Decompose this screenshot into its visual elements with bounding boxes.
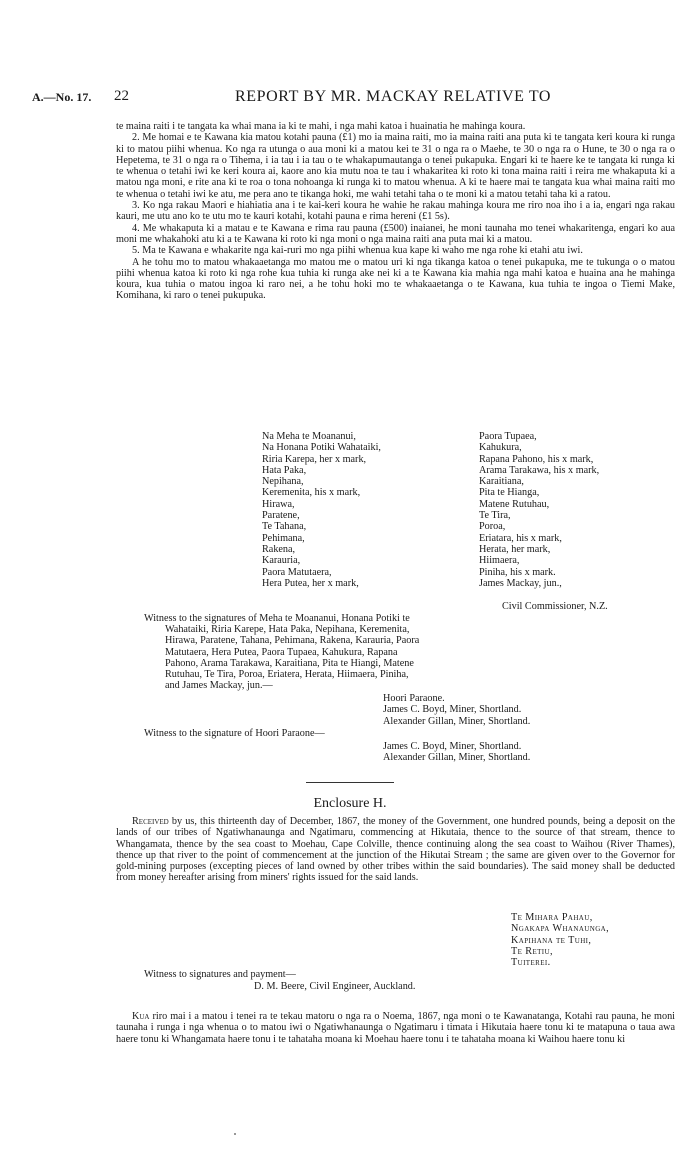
signatory: Hata Paka, [262,464,307,476]
report-title: REPORT BY MR. MACKAY RELATIVE TO [235,88,552,105]
signatory: Matene Rutuhau, [479,498,550,510]
signatory: Karauria, [262,555,301,567]
clause-2: 2. Me homai e te Kawana kia matou kotahi pauna (£1) mo ia maina raiti, mo ia maina raiti ana puta ki te tangata keri koura ki runga ki to matou piihi whenua. Ko nga ra utunga o aua moni ki a matou kei te 31 o nga ra o Maehe, te 30 o nga ra o Hune, te 30 o nga ra o Hepetema, te 31 o nga ra o Tihema, i ia tau i ia tau o te whakapumautanga o tenei pukapuka. Engari ki te haere ke te tangata ki runga ki te whenua o tetahi iwi ke keri koura ai, kaore ano kia mutu noa te tau i whakaritea ki roto ki tona maina raiti i reira me whakaputa ki a matou nga moni, e rite ana ki te roa o tona nohoanga ki runga ki to matou whenua. A ki te haere mai te tangata kua whai maina raiti mo te whenua o tetahi iwi ke atu, me pera ano te tikanga hoki, me wahi tetahi taha o te moni ki a matou tetahi taha ki a ratou. [116,132,675,200]
commissioner-title: Civil Commissioner, N.Z. [502,601,608,612]
signatory: Paratene, [262,510,300,522]
witnesses-second [383,741,530,764]
witness-line: Rutuhau, Te Tira, Poroa, Eriatera, Herata, Hiimaera, Piniha, [165,669,409,681]
witness-name: James C. Boyd, Miner, Shortland. [383,704,522,716]
enclosure-heading: Enclosure H. [313,796,387,811]
signatory: Hiimaera, [479,555,520,567]
signatory: Rakena, [262,543,296,555]
signatory: Te Retiu, [511,945,553,957]
signatory: Pita te Hianga, [479,487,540,499]
signatory: Na Honana Potiki Wahataiki, [262,442,381,454]
signatory: Nepihana, [262,476,304,488]
witness-intro-2: Witness to the signature of Hoori Paraone— [144,728,325,739]
witness-list [165,624,535,692]
enclosure-maori [116,1011,675,1045]
signatory: Paora Tupaea, [479,431,537,442]
clause-4: 4. Me whakaputa ki a matau e te Kawana e rima rau pauna (£500) inaianei, he moni taunaha mo tenei whakaritenga, engari ko aua moni me whakahoki atu ki a te Kawana ki roto ki nga moni o nga maina raiti ana puta mai ki a matou. [116,222,675,245]
clause-3: 3. Ko nga rakau Maori e hiahiatia ana i te kai-keri koura he wahie he rakau mahinga koura me riro noa iho i a ia, engari nga rakau kauri, me utu ano ko te utu mo te kauri kotahi, kotahi pauna e rima hereni (£1 5s). [116,200,675,223]
signatory: Kapihana te Tuhi, [511,934,592,946]
signatory: Te Mihara Pahau, [511,912,593,923]
received-lead: Received [132,816,169,827]
witness-line: Wahataiki, Riria Karepe, Hata Paka, Nepihana, Keremenita, [165,624,410,635]
witness-name: James C. Boyd, Miner, Shortland. [383,741,522,752]
signatory: Kahukura, [479,442,522,454]
enclosure-signatories [511,912,609,968]
witness-intro: Witness to the signatures of Meha te Moananui, Honana Potiki te [144,613,410,624]
witness-line: Hirawa, Paratene, Tahana, Pehimana, Rakena, Karauria, Paora [165,635,420,647]
section-divider [306,782,394,783]
witness-name: Hoori Paraone. [383,693,445,704]
series-number: A.—No. 17. [32,90,92,104]
signatory: Karaitiana, [479,476,524,488]
signatory: James Mackay, jun., [479,577,562,589]
maori-lead: Kua [132,1011,150,1022]
maori-paragraph [116,1011,675,1045]
received-paragraph [116,816,675,884]
witness-name: Alexander Gillan, Miner, Shortland. [383,752,531,764]
witnesses-first [383,693,530,727]
signatory: Ngakapa Whanaunga, [511,923,610,935]
closing-paragraph: A he tohu mo to matou whakaaetanga mo matou me o matou uri ki nga tikanga katoa o tenei pukapuka, me te tukunga o o matou piihi whenua katoa ki roto ki nga rohe kua tuhia ki runga ake nei ki a te Kawana kia mahia nga mahi katoa e huaina ana he mahinga koura, kua tuhia o matou ingoa ki raro nei, a he tohu hoki mo te whakaaetanga o te Kawana, kua tuhia te ingoa o Tiemi Make, Komihana, ki raro o tenei pukupuka. [116,256,675,302]
witness-name: Alexander Gillan, Miner, Shortland. [383,715,531,727]
running-header [32,88,668,106]
maori-text: riro mai i a matou i tenei ra te tekau matoru o nga ra o Noema, 1867, nga moni o te Kawanatanga, Kotahi rau pauna, he moni taunaha i runga i nga whenua o to matou iwi o Ngatiwhanaunga o Ngatimaru i timata i Hikutaia haere tonu ki te matapuna o taua awa haere tonu ki Whangamata haere tonu i te tahataha moana ki Moehau haere tonu i te tahataha moana ki Waihou haere tonu ki [116,1011,675,1045]
signatory: Eriatara, his x mark, [479,532,562,544]
signatory: Te Tahana, [262,521,307,533]
page-number: 22 [114,88,129,104]
signatory: Piniha, his x mark. [479,566,556,578]
signatories-left [262,431,381,589]
signatory: Herata, her mark, [479,543,551,555]
signatory: Na Meha te Moananui, [262,431,356,442]
witness-line: Pahono, Arama Tarakawa, Karaitiana, Pita te Hiangi, Matene [165,657,414,669]
payment-witness: D. M. Beere, Civil Engineer, Auckland. [254,981,416,992]
speck-mark [234,1133,236,1135]
signatory: Hirawa, [262,498,295,510]
signatory: Hera Putea, her x mark, [262,577,359,589]
signatory: Poroa, [479,521,506,533]
signatory: Paora Matutaera, [262,566,332,578]
signatory: Rapana Pahono, his x mark, [479,453,594,465]
clause-5: 5. Ma te Kawana e whakarite nga kai-ruri mo nga piihi whenua kua kape ki waho me nga rohe ki etahi atu iwi. [132,245,583,257]
payment-witness-intro: Witness to signatures and payment— [144,969,296,980]
signatory: Te Tira, [479,510,511,522]
signatories-right [479,431,599,589]
continuation-paragraph: te maina raiti i te tangata ka whai mana ia ki te mahi, i nga mahi katoa i huainatia he mahinga koura. [116,121,526,132]
signatory: Arama Tarakawa, his x mark, [479,464,600,476]
signatory: Pehimana, [262,532,305,544]
signatory: Keremenita, his x mark, [262,487,361,499]
received-text: by us, this thirteenth day of December, 1867, the money of the Government, one hundred pounds, being a deposit on the lands of our tribes of Ngatiwhanaunga and Ngatimaru, commencing at Hikutaia, thence to the source of that stream, thence to Whangamata, thence by the sea coast to Moehau, Cape Colville, thence continuing along the sea coast to Waihou (River Thames), thence up that river to the point of commencement at the junction of the Hikutai Stream ; the same are given over to the Governor for gold-mining purposes (excepting pieces of land owned by other tribes within the said boundaries). The said money shall be deducted from money hereafter arising from miners' rights issued for the said lands. [116,816,675,884]
agreement-text [116,121,675,302]
signatory: Tuiterei. [511,957,551,969]
witness-line: and James Mackay, jun.— [165,680,273,692]
enclosure-english [116,816,675,884]
signatory: Riria Karepa, her x mark, [262,453,367,465]
witness-line: Matutaera, Hera Putea, Paora Tupaea, Kahukura, Rapana [165,646,398,658]
